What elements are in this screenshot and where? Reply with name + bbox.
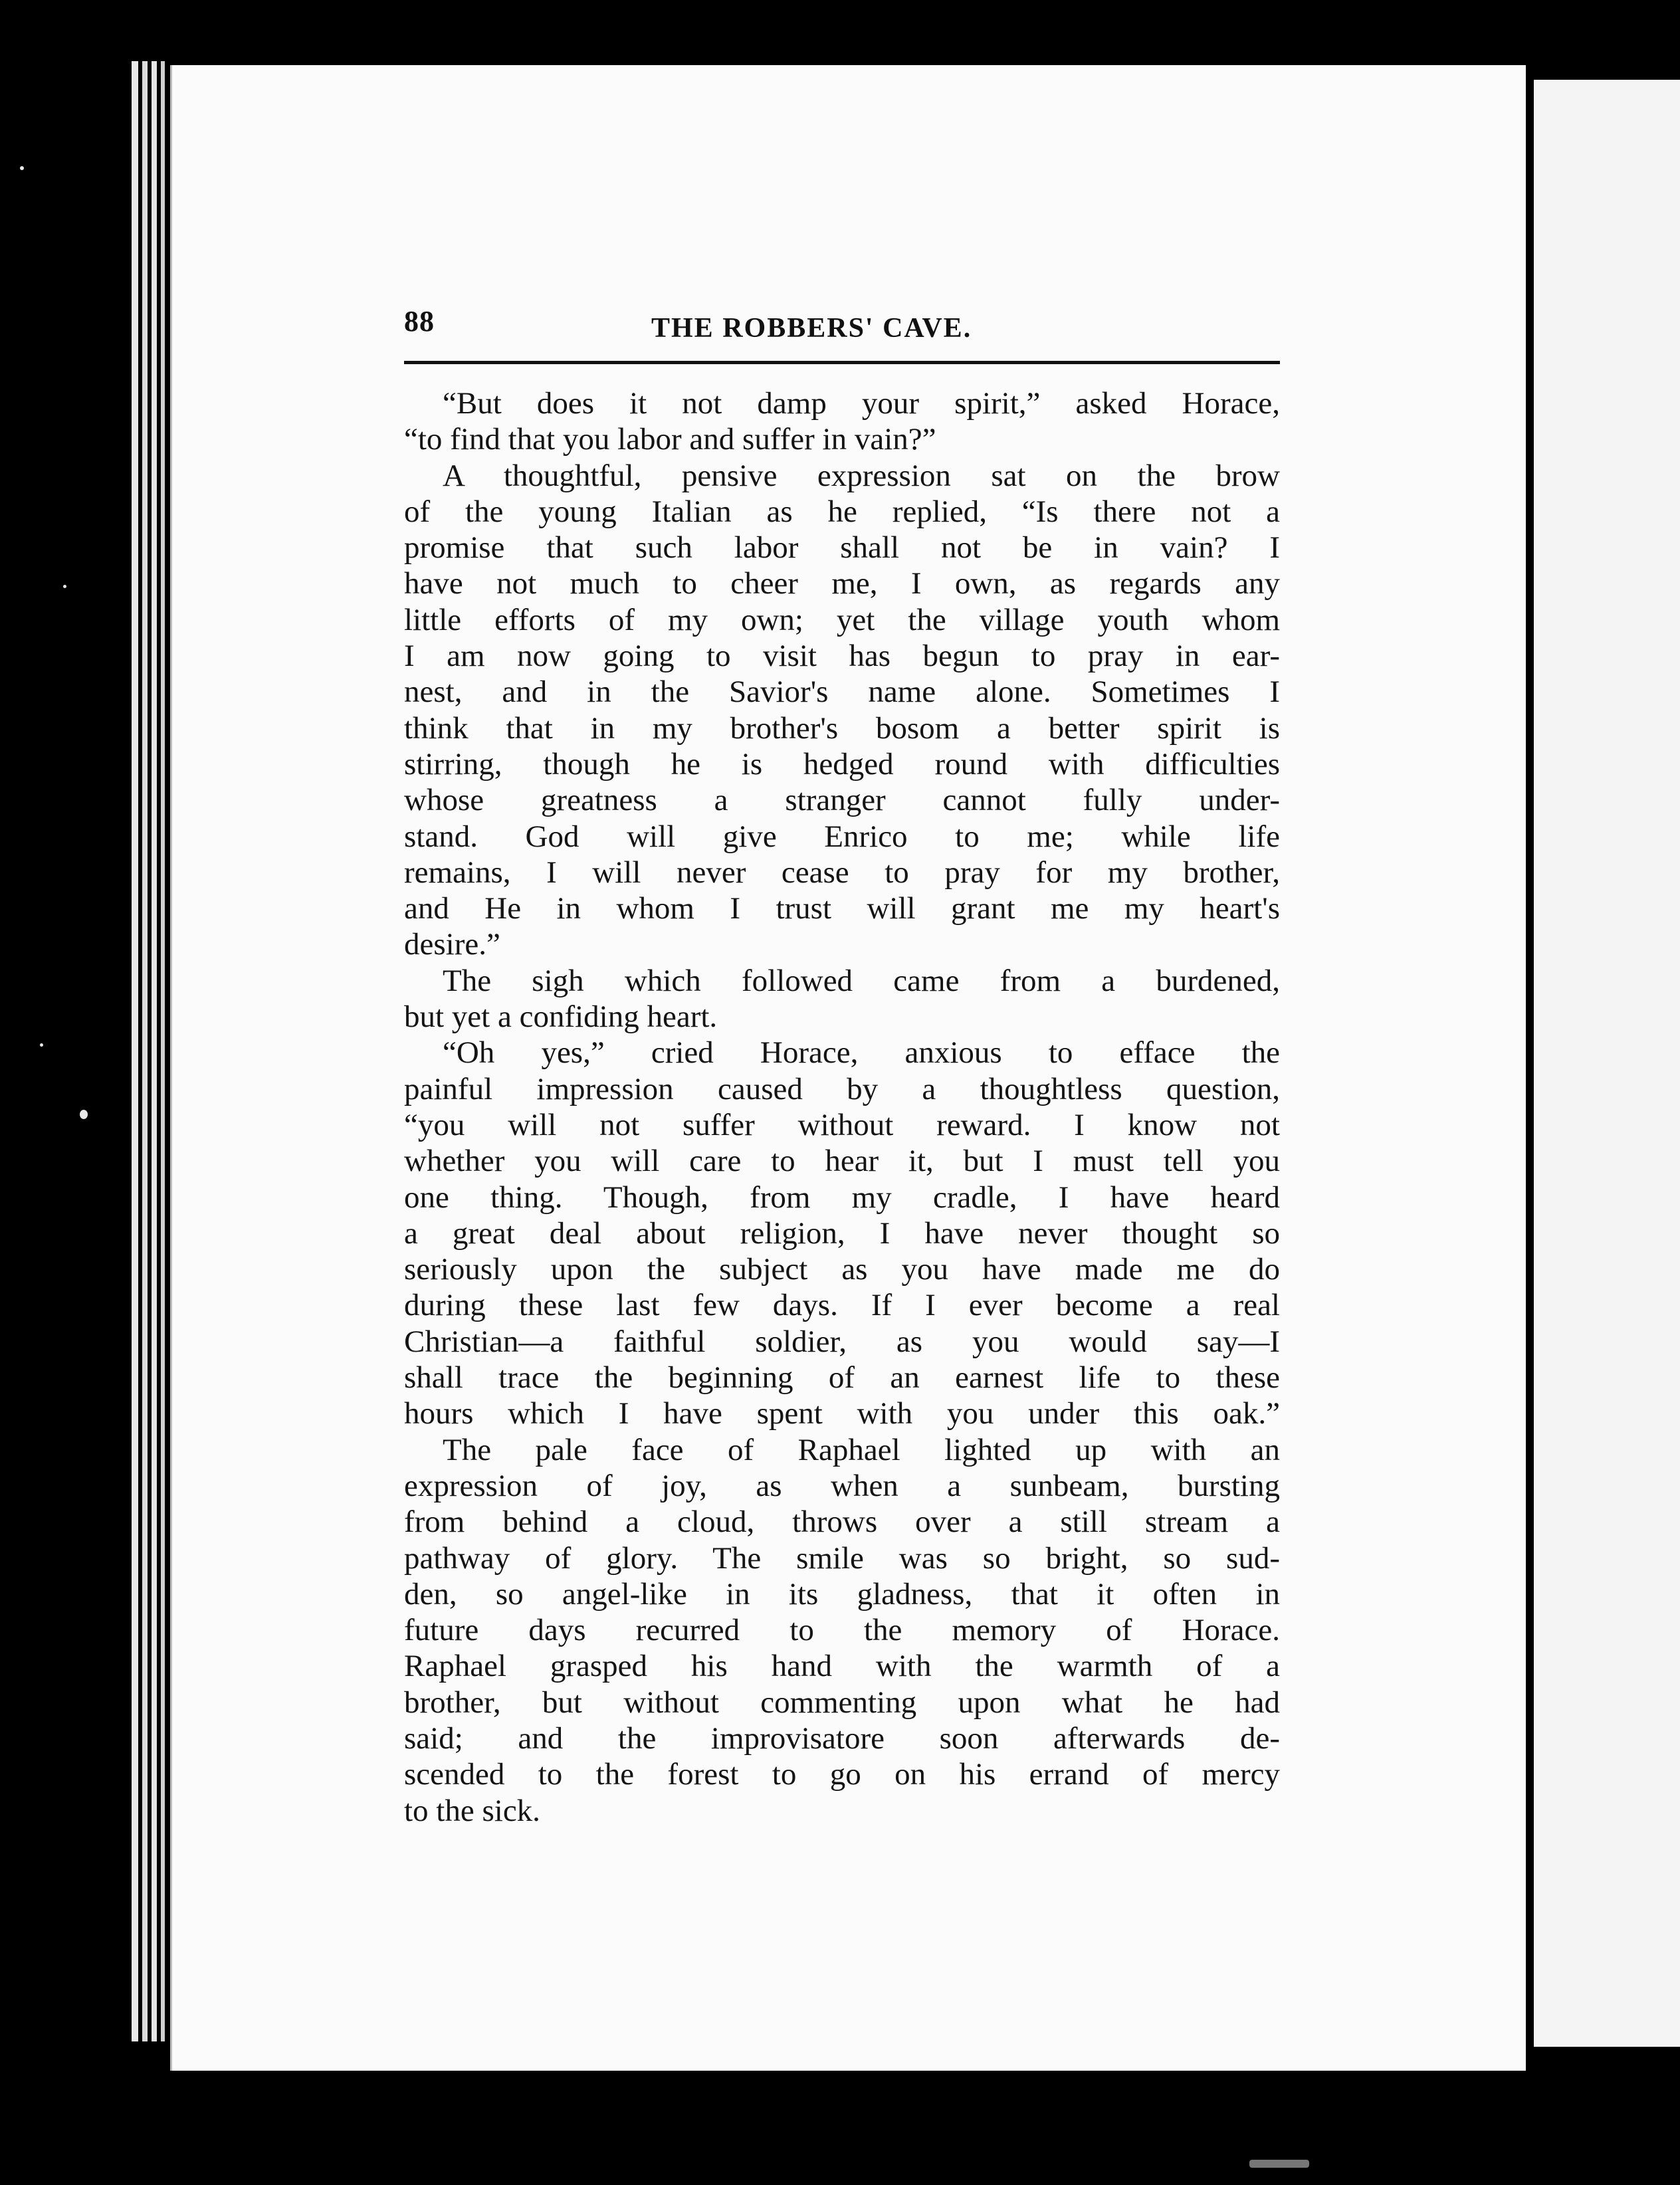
text-line: stand. God will give Enrico to me; while life <box>404 819 1280 854</box>
page-edge <box>132 61 138 2041</box>
body-text <box>404 385 1280 1829</box>
text-line: scended to the forest to go on his errand of mercy <box>404 1757 1280 1792</box>
text-line: remains, I will never cease to pray for my brother, <box>404 855 1280 890</box>
text-line: think that in my brother's bosom a better spirit is <box>404 710 1280 746</box>
gutter-shadow <box>1528 86 1534 2033</box>
text-line: but yet a confiding heart. <box>404 999 718 1035</box>
text-line: said; and the improvisatore soon afterwards de- <box>404 1720 1280 1756</box>
text-line: a great deal about religion, I have never thought so <box>404 1215 1280 1251</box>
text-line: shall trace the beginning of an earnest life to these <box>404 1360 1280 1396</box>
text-line: of the young Italian as he replied, “Is there not a <box>404 494 1280 529</box>
text-line: “But does it not damp your spirit,” asked Horace, <box>443 386 1280 421</box>
text-line: hours which I have spent with you under this oak.” <box>404 1396 1280 1431</box>
text-line: future days recurred to the memory of Horace. <box>404 1613 1280 1648</box>
speck <box>63 585 66 588</box>
page-edge <box>142 61 148 2041</box>
text-line: from behind a cloud, throws over a still stream a <box>404 1505 1280 1540</box>
page-edge <box>152 61 157 2041</box>
text-line: little efforts of my own; yet the village youth whom <box>404 602 1280 637</box>
speck <box>80 1110 88 1119</box>
text-line: painful impression caused by a thoughtless question, <box>404 1071 1280 1106</box>
text-line: brother, but without commenting upon what he had <box>404 1685 1280 1720</box>
text-line: one thing. Though, from my cradle, I have heard <box>404 1180 1280 1215</box>
text-line: stirring, though he is hedged round with difficulties <box>404 746 1280 781</box>
facing-page-strip <box>1534 80 1680 2047</box>
header-rule <box>404 361 1280 364</box>
speck <box>1249 2160 1309 2168</box>
text-line: “Oh yes,” cried Horace, anxious to efface the <box>443 1035 1280 1071</box>
speck <box>20 166 24 170</box>
text-line: during these last few days. If I ever become a real <box>404 1288 1280 1323</box>
text-line: The pale face of Raphael lighted up with an <box>443 1432 1280 1467</box>
text-line: whose greatness a stranger cannot fully under- <box>404 783 1280 818</box>
text-line: promise that such labor shall not be in vain? I <box>404 530 1280 566</box>
text-line: “you will not suffer without reward. I know not <box>404 1107 1280 1142</box>
text-line: I am now going to visit has begun to pray in ear- <box>404 639 1280 674</box>
running-title: THE ROBBERS' CAVE. <box>651 313 972 344</box>
text-line: Raphael grasped his hand with the warmth of a <box>404 1649 1280 1684</box>
text-line: expression of joy, as when a sunbeam, bursting <box>404 1468 1280 1503</box>
text-line: seriously upon the subject as you have made me do <box>404 1252 1280 1287</box>
text-line: den, so angel-like in its gladness, that it often in <box>404 1576 1280 1612</box>
text-line: A thoughtful, pensive expression sat on the brow <box>443 458 1280 493</box>
text-line: The sigh which followed came from a burdened, <box>443 963 1280 998</box>
text-line: whether you will care to hear it, but I must tell you <box>404 1144 1280 1179</box>
text-line: have not much to cheer me, I own, as regards any <box>404 566 1280 601</box>
text-line: pathway of glory. The smile was so bright, so sud- <box>404 1540 1280 1576</box>
text-line: Christian—a faithful soldier, as you would say—I <box>404 1324 1280 1359</box>
speck <box>40 1043 43 1047</box>
text-line: nest, and in the Savior's name alone. Sometimes I <box>404 675 1280 710</box>
running-header <box>404 304 1281 347</box>
text-line: desire.” <box>404 927 500 962</box>
text-line: “to find that you labor and suffer in vain?” <box>404 422 936 457</box>
page-edge <box>161 61 165 2041</box>
text-line: and He in whom I trust will grant me my heart's <box>404 891 1280 926</box>
text-line: to the sick. <box>404 1793 540 1828</box>
page-number: 88 <box>404 305 435 338</box>
